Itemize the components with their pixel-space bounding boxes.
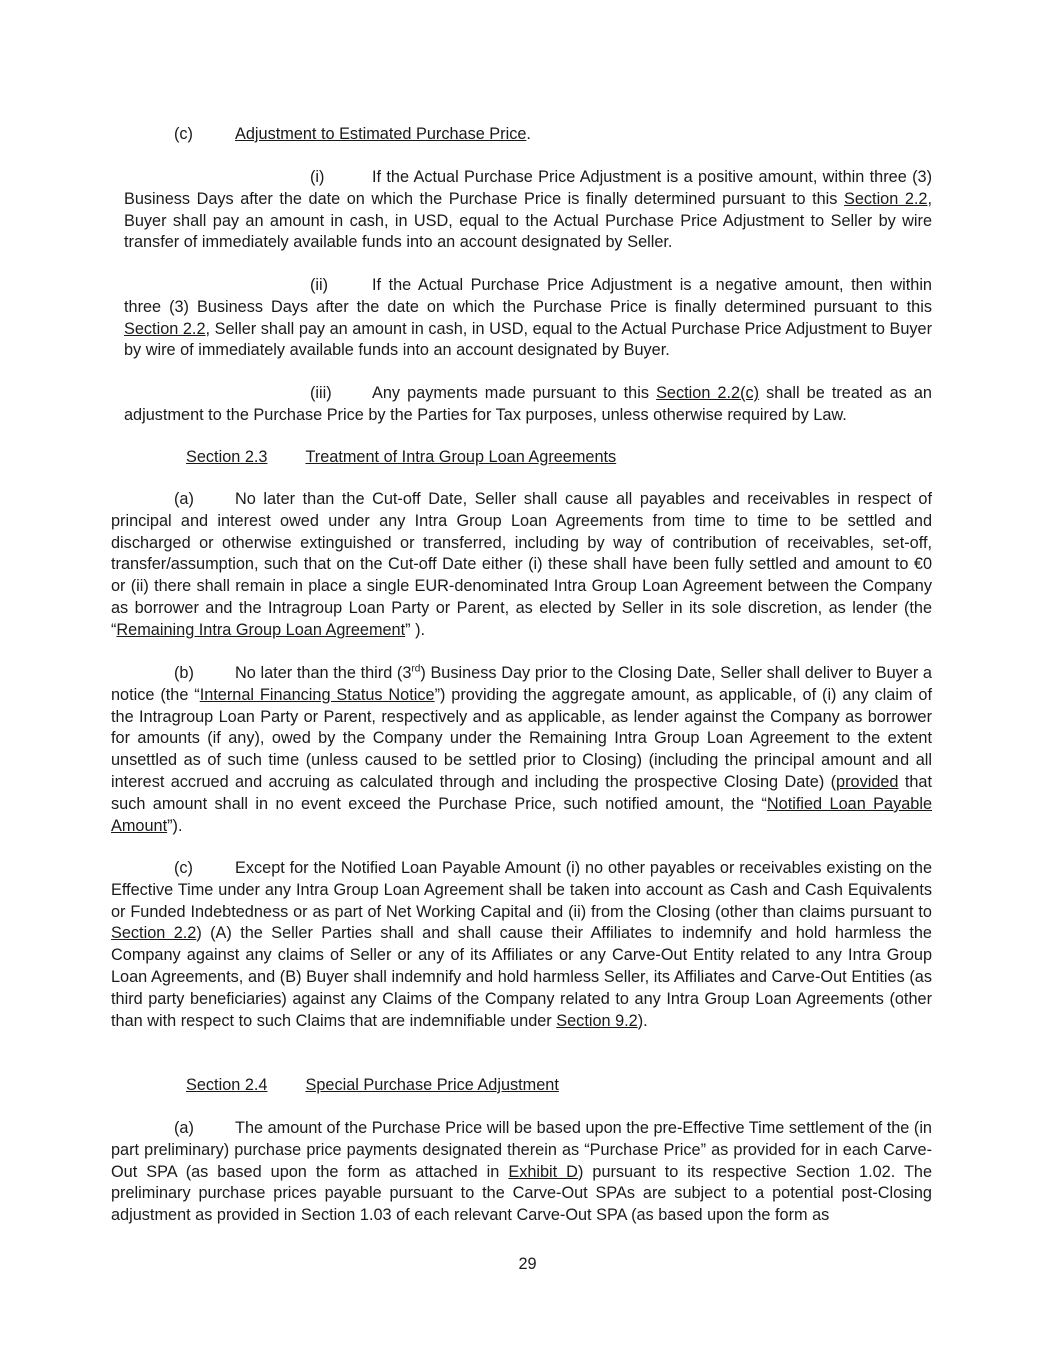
section-reference: Section 2.2(c) xyxy=(656,384,760,402)
section-number: Section 2.4 xyxy=(186,1076,268,1094)
paragraph-2-4-a: (a) The amount of the Purchase Price will be based upon the pre-Effective Time settlement of the (in part preliminary) purchase price payments designated therein as “Purchase Price” as provided for in each Carve-Out SPA (as based upon the form as attached in Exhibit D) pursuant to its respective Section 1.02. The preliminary purchase prices payable pursuant to the Carve-Out SPAs are subject to a potential post-Closing adjustment as provided in Section 1.03 of each relevant Carve-Out SPA (as based upon the form as xyxy=(111,1119,932,1225)
defined-term: Notified Loan Payable Amount xyxy=(111,794,932,835)
section-number: Section 2.3 xyxy=(186,448,268,466)
clause-number: (i) xyxy=(310,168,325,186)
section-reference: Section 2.2 xyxy=(843,189,928,208)
section-reference: Section 2.2 xyxy=(124,319,206,338)
section-reference: Section 2.2 xyxy=(111,924,197,943)
exhibit-reference: Exhibit D xyxy=(508,1162,578,1181)
subsection-title: Adjustment to Estimated Purchase Price xyxy=(235,125,527,143)
paragraph-c-i: (i) If the Actual Purchase Price Adjustment is a positive amount, within three (3) Business Days after the date on which the Purchase Price is finally determined pursuant to this Section 2.2, Buyer shall pay an amount in cash, in USD, equal to the Actual Purchase Price Adjustment to Seller by wire transfer of immediately available funds into an account designated by Seller. xyxy=(124,168,932,252)
clause-number: (ii) xyxy=(310,276,329,294)
subsection-heading-c: (c) Adjustment to Estimated Purchase Price. xyxy=(174,124,531,146)
section-heading-2-4 xyxy=(186,1075,559,1097)
page-number: 29 xyxy=(518,1255,537,1273)
defined-term: Internal Financing Status Notice xyxy=(199,685,435,704)
defined-term: provided xyxy=(836,772,899,791)
clause-label: (b) xyxy=(174,664,194,682)
paragraph-c-iii: (iii) Any payments made pursuant to this Section 2.2(c) shall be treated as an adjustment to the Purchase Price by the Parties for Tax purposes, unless otherwise required by Law. xyxy=(124,384,932,424)
section-heading-2-3 xyxy=(186,447,616,469)
section-reference: Section 9.2 xyxy=(556,1011,638,1030)
clause-label: (a) xyxy=(174,490,194,508)
paragraph-2-3-b: (b) No later than the third (3rd) Business Day prior to the Closing Date, Seller shall deliver to Buyer a notice (the “Internal Financing Status Notice”) providing the aggregate amount, as applicable, of (i) any claim of the Intragroup Loan Party or Parent, respectively and as applicable, as lender against the Company as borrower for amounts (if any), owed by the Company under the Remaining Intra Group Loan Agreement to the extent unsettled as of such time (unless caused to be settled prior to Closing) (including the principal amount and all interest accrued and accruing as calculated through and including the prospective Closing Date) (provided that such amount shall in no event exceed the Purchase Price, such notified amount, the “Notified Loan Payable Amount”). xyxy=(111,663,932,835)
section-title: Special Purchase Price Adjustment xyxy=(305,1076,559,1094)
ordinal-superscript: rd xyxy=(411,663,421,675)
subsection-label: (c) xyxy=(174,125,193,143)
defined-term: Remaining Intra Group Loan Agreement xyxy=(116,620,406,639)
paragraph-2-3-c: (c) Except for the Notified Loan Payable Amount (i) no other payables or receivables existing on the Effective Time under any Intra Group Loan Agreement shall be taken into account as Cash and Cash Equivalents or Funded Indebtedness or as part of Net Working Capital and (ii) from the Closing (other than claims pursuant to Section 2.2) (A) the Seller Parties shall and shall cause their Affiliates to indemnify and hold harmless the Company against any claims of Seller or any of its Affiliates or any Carve-Out Entity related to any Intra Group Loan Agreements, and (B) Buyer shall indemnify and hold harmless Seller, its Affiliates and Carve-Out Entities (as third party beneficiaries) against any Claims of the Company related to any Intra Group Loan Agreements (other than with respect to such Claims that are indemnifiable under Section 9.2). xyxy=(111,859,932,1030)
paragraph-2-3-a: (a) No later than the Cut-off Date, Seller shall cause all payables and receivables in respect of principal and interest owed under any Intra Group Loan Agreements from time to time to be settled and discharged or otherwise extinguished or transferred, including by way of contribution of receivables, set-off, transfer/assumption, such that on the Cut-off Date either (i) these shall have been fully settled and amount to €0 or (ii) there shall remain in place a single EUR-denominated Intra Group Loan Agreement between the Company as borrower and the Intragroup Loan Party or Parent, as elected by Seller in its sole discretion, as lender (the “Remaining Intra Group Loan Agreement” ). xyxy=(111,490,932,639)
clause-number: (iii) xyxy=(310,384,332,402)
paragraph-c-ii: (ii) If the Actual Purchase Price Adjustment is a negative amount, then within three (3) Business Days after the date on which the Purchase Price is finally determined pursuant to this Section 2.2, Seller shall pay an amount in cash, in USD, equal to the Actual Purchase Price Adjustment to Buyer by wire of immediately available funds into an account designated by Buyer. xyxy=(124,276,932,360)
clause-label: (c) xyxy=(174,859,193,877)
section-title: Treatment of Intra Group Loan Agreements xyxy=(305,448,617,466)
clause-label: (a) xyxy=(174,1119,194,1137)
